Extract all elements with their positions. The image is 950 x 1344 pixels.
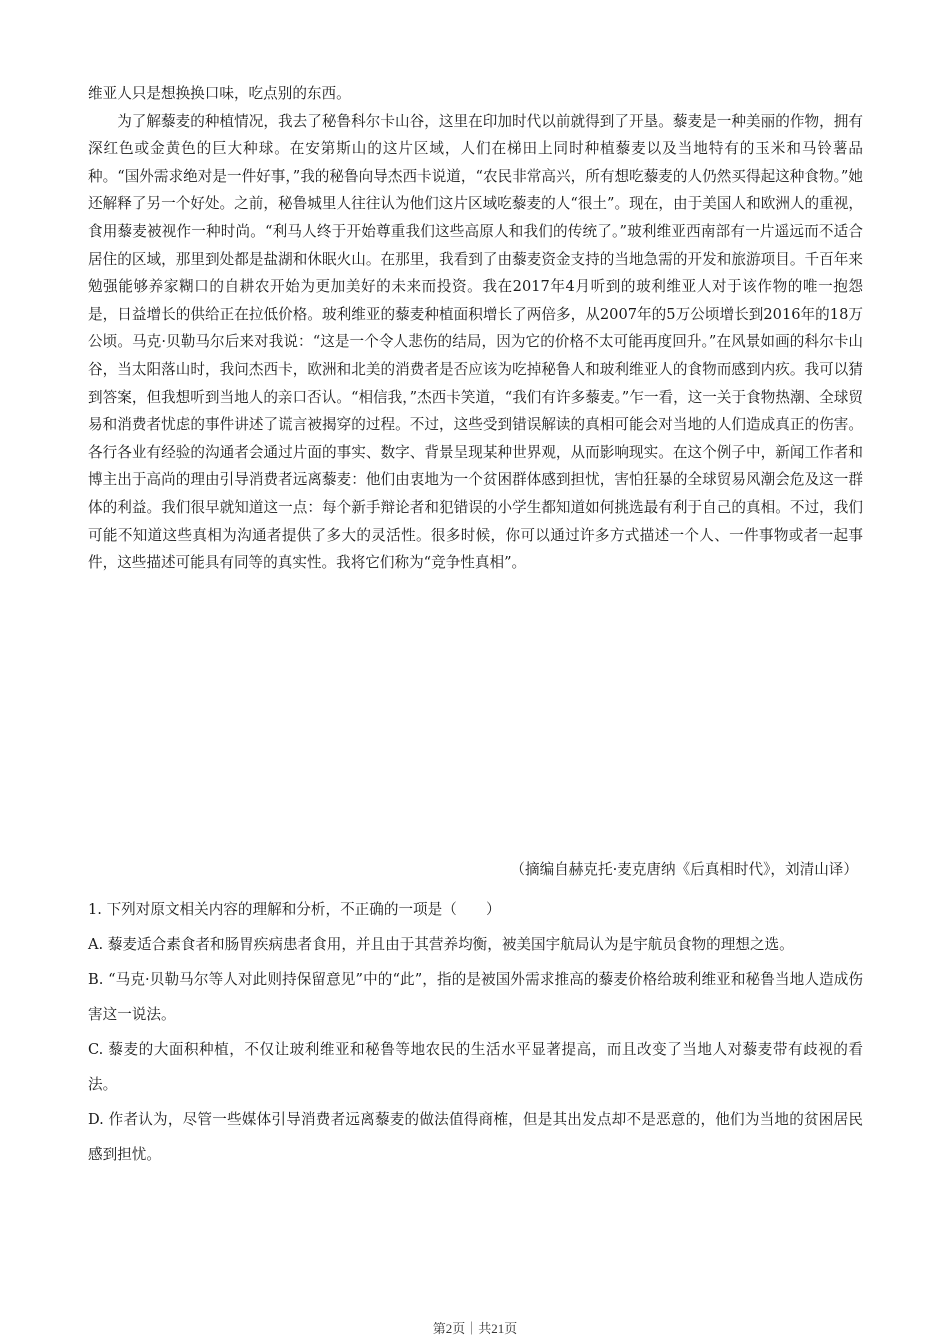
passage-paragraph: 为了解藜麦的种植情况，我去了秘鲁科尔卡山谷，这里在印加时代以前就得到了开垦。藜麦是一种美丽的作物，拥有深红色或金黄色的巨大种球。在安第斯山的这片区域，人们在梯田上同时种植藜麦以及当地特有的玉米和马铃薯品种。“国外需求绝对是一件好事，”我的秘鲁向导杰西卡说道，“农民非常高兴，所有想吃藜麦的人仍然买得起这种食物。”她还解释了另一个好处。之前，秘鲁城里人往往认为他们这片区域吃藜麦的人“很土”。现在，由于美国人和欧洲人的重视，食用藜麦被视作一种时尚。“利马人终于开始尊重我们这些高原人和我们的传统了。”玻利维亚西南部有一片遥远而不适合居住的区域，那里到处都是盐湖和休眠火山。在那里，我看到了由藜麦资金支持的当地急需的开发和旅游项目。千百年来勉强能够养家糊口的自耕农开始为更加美好的未来而投资。我在2017年4月听到的玻利维亚人对于该作物的唯一抱怨是，日益增长的供给正在拉低价格。玻利维亚的藜麦种植面积增长了两倍多，从2007年的5万公顷增长到2016年的18万公顷。马克·贝勒马尔后来对我说：“这是一个令人悲伤的结局，因为它的价格不太可能再度回升。”在风景如画的科尔卡山谷，当太阳落山时，我问杰西卡，欧洲和北美的消费者是否应该为吃掉秘鲁人和玻利维亚人的食物而感到内疚。我可以猜到答案，但我想听到当地人的亲口否认。“相信我，”杰西卡笑道，“我们有许多藜麦。”乍一看，这一关于食物热潮、全球贸易和消费者忧虑的事件讲述了谎言被揭穿的过程。不过，这些受到错误解读的真相可能会对当地的人们造成真正的伤害。各行各业有经验的沟通者会通过片面的事实、数字、背景呈现某种世界观，从而影响现实。在这个例子中，新闻工作者和博主出于高尚的理由引导消费者远离藜麦：他们由衷地为一个贫困群体感到担忧，害怕狂暴的全球贸易风潮会危及这一群体的利益。我们很早就知道这一点：每个新手辩论者和犯错误的小学生都知道如何挑选最有利于自己的真相。不过，我们可能不知道这些真相为沟通者提供了多大的灵活性。很多时候，你可以通过许多方式描述一个人、一件事物或者一起事件，这些描述可能具有同等的真实性。我将它们称为“竞争性真相”。 [88, 112, 863, 572]
reading-passage [88, 80, 863, 577]
passage-lead-line: 维亚人只是想换换口味，吃点别的东西。 [88, 85, 351, 102]
question-stem: 1. 下列对原文相关内容的理解和分析，不正确的一项是（ ） [88, 901, 501, 918]
option-c: C. 藜麦的大面积种植，不仅让玻利维亚和秘鲁等地农民的生活水平显著提高，而且改变了当地人对藜麦带有歧视的看法。 [88, 1041, 863, 1093]
option-b: B. “马克·贝勒马尔等人对此则持保留意见”中的“此”，指的是被国外需求推高的藜麦价格给玻利维亚和秘鲁当地人造成伤害这一说法。 [88, 971, 863, 1023]
page-footer: 第2页｜共21页 [432, 1321, 518, 1336]
option-d: D. 作者认为，尽管一些媒体引导消费者远离藜麦的做法值得商榷，但是其出发点却不是恶意的，他们为当地的贫困居民感到担忧。 [88, 1111, 863, 1163]
question-block [88, 892, 863, 1172]
option-a: A. 藜麦适合素食者和肠胃疾病患者食用，并且由于其营养均衡，被美国宇航局认为是宇航员食物的理想之选。 [88, 936, 794, 953]
passage-source: （摘编自赫克托·麦克唐纳《后真相时代》，刘清山译） [510, 861, 858, 878]
